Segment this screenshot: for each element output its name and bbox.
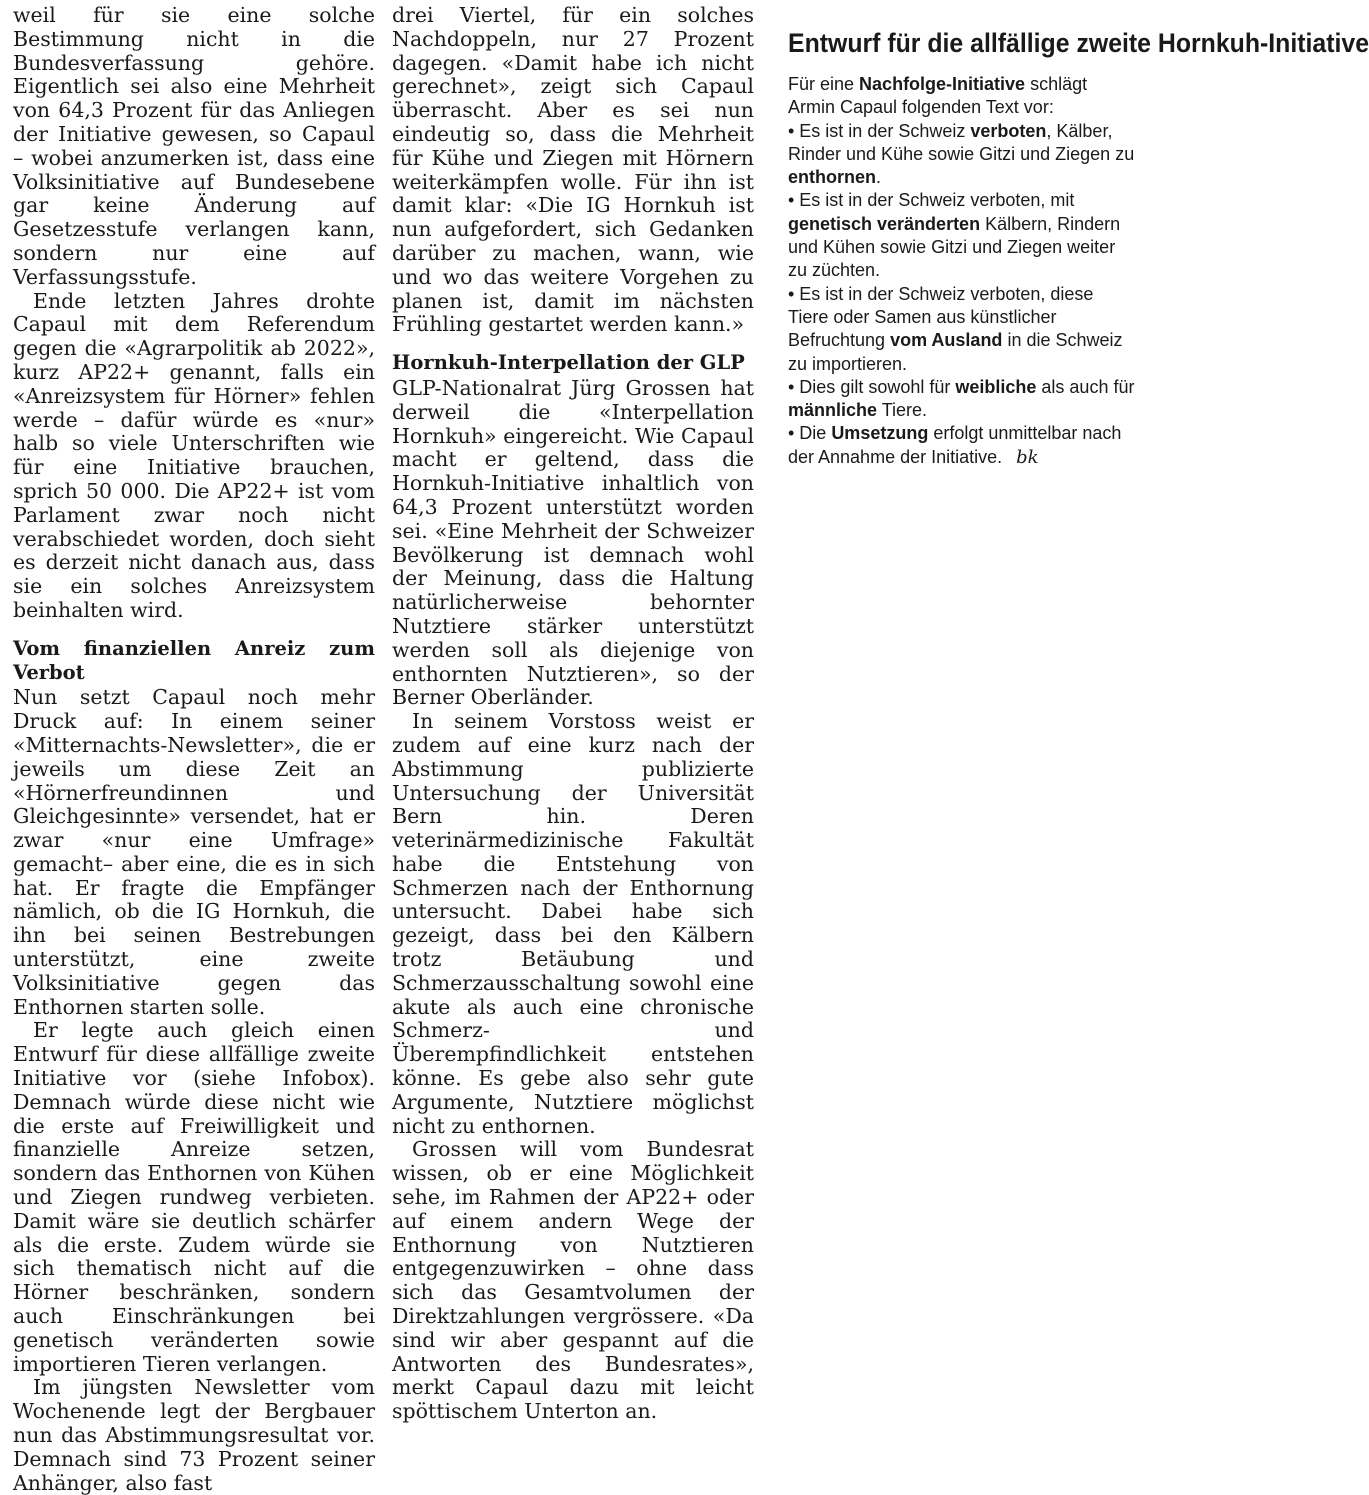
paragraph: Ende letzten Jahres drohte Capaul mit dem Referendum gegen die «Agrarpolitik ab 2022», kurz AP22+ genannt, falls ein «Anreizsystem für Hörner» fehlen werde – dafür würde es «nur» halb so viele Unterschriften wie für eine Initiative brauchen, sprich 50 000. Die AP22+ ist vom Parlament zwar noch nicht verabschiedet worden, doch sieht es derzeit nicht danach aus, dass sie ein solches Anreizsystem beinhalten wird. (13, 288, 375, 622)
infobox (788, 28, 1369, 469)
bullet-text: , Kälber, Rinder und Kühe sowie Gitzi und Ziegen zu (788, 120, 1135, 164)
section-heading: Hornkuh-Interpellation der GLP (392, 351, 745, 375)
paragraph: Im jüngsten Newsletter vom Wochenende legt der Bergbauer nun das Abstimmungsresultat vor. Demnach sind 73 Prozent seiner Anhänger, also fast (13, 1375, 375, 1495)
paragraph: weil für sie eine solche Bestimmung nicht in die Bundesverfassung gehöre. Eigentlich sei also eine Mehrheit von 64,3 Prozent für das Anliegen der Initiative gewesen, so Capaul – wobei anzumerken ist, dass eine Volksinitiative auf Bundesebene gar keine Änderung auf Gesetzesstufe verlangen kann, sondern nur eine auf Verfassungsstufe. (13, 3, 375, 289)
paragraph: Nun setzt Capaul noch mehr Druck auf: In einem seiner «Mitternachts-Newsletter», die er jeweils um diese Zeit an «Hörnerfreundinnen und Gleichgesinnte» versendet, hat er zwar «nur eine Umfrage» gemacht– aber eine, die es in sich hat. Er fragte die Empfänger nämlich, ob die IG Hornkuh, die ihn bei seinen Bestrebungen unterstützt, eine zweite Volksinitiative gegen das Enthornen starten solle. (13, 685, 375, 1019)
intro-text: Für eine (788, 74, 860, 94)
bullet-emphasis: genetisch veränderten (788, 213, 981, 234)
bullet-emphasis: Umsetzung (831, 423, 929, 444)
bullet-text: • Es ist in der Schweiz verboten, mit (788, 190, 1075, 211)
article-column-1 (13, 4, 375, 1495)
bullet-text: in die Schweiz zu importieren. (788, 330, 1123, 374)
bullet-text: als auch für (1036, 376, 1135, 397)
paragraph: GLP-Nationalrat Jürg Grossen hat derweil die «Interpellation Hornkuh» eingereicht. Wie Capaul macht er geltend, dass die Hornkuh-Initiative inhaltlich von 64,3 Prozent unterstützt worden sei. «Eine Mehrheit der Schweizer Bevölkerung ist demnach wohl der Meinung, dass die Haltung natürlicherweise behornter Nutztiere stärker unterstützt werden soll als diejenige von enthornten Nutztieren», so der Berner Oberländer. (392, 375, 754, 710)
paragraph: Er legte auch gleich einen Entwurf für diese allfällige zweite Initiative vor (siehe Infobox). Demnach würde diese nicht wie die erste auf Freiwilligkeit und finanzielle Anreize setzen, sondern das Enthornen von Kühen und Ziegen rundweg verbieten. Damit wäre sie deutlich schärfer als die erste. Zudem würde sie sich thematisch nicht auf die Hörner beschränken, sondern auch Einschränkungen bei genetisch veränderten sowie importieren Tieren verlangen. (13, 1018, 375, 1376)
bullet-text: Tiere. (877, 400, 928, 421)
bullet-emphasis: vom Ausland (890, 330, 1003, 351)
infobox-bullet (788, 189, 1138, 282)
infobox-bullet (788, 283, 1138, 376)
infobox-title (788, 28, 1369, 59)
paragraph: In seinem Vorstoss weist er zudem auf eine kurz nach der Abstimmung publizierte Untersuchung der Universität Bern hin. Deren veterinärmedizinische Fakultät habe die Entstehung von Schmerzen nach der Enthornung untersucht. Dabei habe sich gezeigt, dass bei den Kälbern trotz Betäubung und Schmerzausschaltung sowohl eine akute als auch eine chronische Schmerz- und Überempfindlichkeit entstehen könne. Es gebe also sehr gute Argumente, Nutztiere möglichst nicht zu enthornen. (392, 709, 754, 1138)
bullet-emphasis: weibliche (955, 376, 1037, 397)
infobox-bullet (788, 120, 1138, 190)
intro-emphasis: Nachfolge-Initiative (859, 74, 1026, 94)
paragraph: Grossen will vom Bundesrat wissen, ob er eine Möglichkeit sehe, im Rahmen der AP22+ oder auf einem andern Wege der Enthornung von Nutztieren entgegenzuwirken – ohne dass sich das Gesamtvolumen der Direktzahlungen vergrössere. «Da sind wir aber gespannt auf die Antworten des Bundesrates», merkt Capaul dazu mit leicht spöttischem Unterton an. (392, 1137, 754, 1424)
infobox-title-text: Entwurf für die allfällige zweite Hornkuh-Initiative (788, 28, 1369, 58)
bullet-text: • Dies gilt sowohl für (788, 376, 956, 397)
bullet-emphasis: enthornen (788, 167, 876, 188)
bullet-emphasis: verboten (970, 120, 1047, 141)
bullet-text: erfolgt unmittelbar nach der Annahme der Initiative. (788, 423, 1122, 467)
infobox-bullet (788, 376, 1138, 423)
bullet-text: Kälbern, Rindern und Kühen sowie Gitzi und Ziegen weiter zu züchten. (788, 213, 1121, 281)
author-signature: bk (1016, 446, 1039, 468)
bullet-text: . (876, 167, 882, 188)
intro-text: schlägt Armin Capaul folgenden Text vor: (788, 74, 1088, 118)
paragraph: drei Viertel, für ein solches Nachdoppeln, nur 27 Prozent dagegen. «Damit habe ich nicht gerechnet», zeigt sich Capaul überrascht. Aber es sei nun eindeutig so, dass die Mehrheit für Kühe und Ziegen mit Hörnern weiterkämpfen wolle. Für ihn ist damit klar: «Die IG Hornkuh ist nun aufgefordert, sich Gedanken darüber zu machen, wann, wie und wo das weitere Vorgehen zu planen ist, damit im nächsten Frühling gestartet werden kann.» (392, 3, 754, 337)
bullet-text: • Es ist in der Schweiz verboten, diese Tiere oder Samen aus künstlicher Befruchtung (788, 283, 1094, 351)
article-column-2 (392, 4, 754, 1424)
infobox-bullet (788, 422, 1138, 469)
bullet-text: • Die (788, 423, 832, 444)
bullet-text: • Es ist in der Schweiz (788, 120, 971, 141)
bullet-emphasis: männliche (788, 400, 878, 421)
infobox-intro (788, 73, 1138, 120)
section-heading: Vom finanziellen Anreiz zum Verbot (13, 636, 375, 684)
